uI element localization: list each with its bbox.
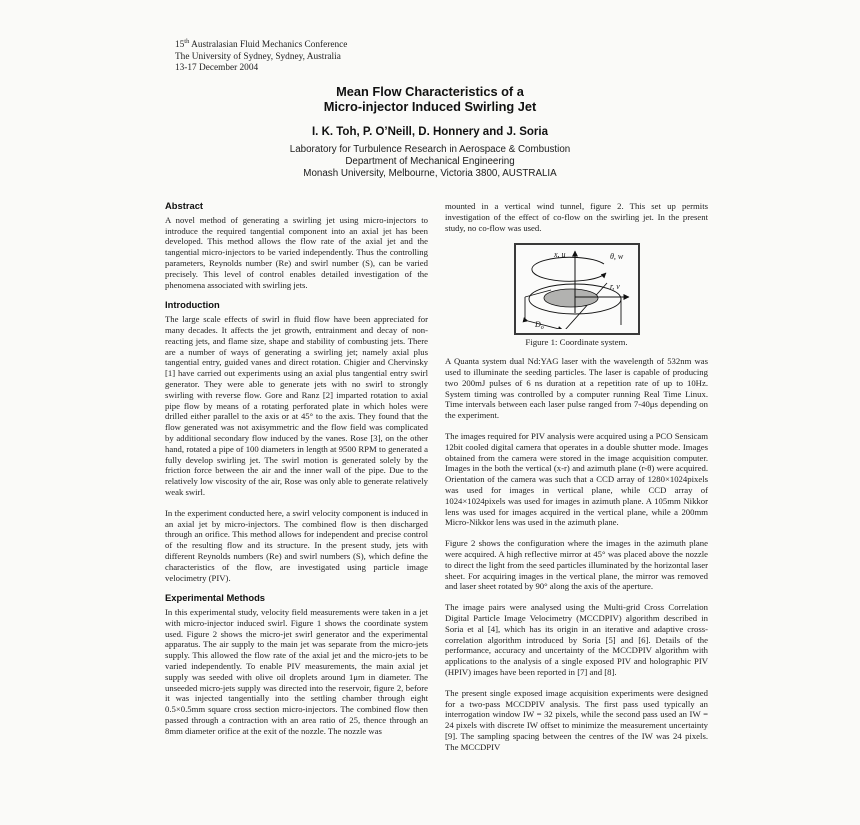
heading-abstract: Abstract xyxy=(165,200,204,211)
figure-1 xyxy=(445,243,708,348)
conference-ordinal-sup: th xyxy=(184,38,190,45)
paragraph-mirror-configuration: Figure 2 shows the configuration where the images in the azimuth plane were acquired. A high reflective mirror at 45° was placed above the nozzle to direct the light from the seed particles illuminated by the horizontal laser sheet. For acquiring images in the vertical plane, the mirror was removed and laser sheet rotated by 90° along the axis of the aperture. xyxy=(445,538,708,592)
diameter-dimension-arrow xyxy=(528,321,563,329)
diameter-label xyxy=(534,320,544,329)
right-column xyxy=(445,201,708,762)
paper-title xyxy=(80,84,780,114)
abstract-paragraph: A novel method of generating a swirling jet using micro-injectors to introduce the required tangential component into an axial jet has been developed. This method allows the flow rate of the axial jet and the tangential micro-injectors to be varied independently. Thus the controlling parameters, Reynolds number (Re) and swirl number (S), can be varied precisely. This level of control enables detailed investigation of the phenomena associated with swirling jets. xyxy=(165,214,428,290)
coordinate-system-diagram xyxy=(518,245,636,329)
figure-1-caption: Figure 1: Coordinate system. xyxy=(525,337,628,348)
diameter-label-main: D xyxy=(534,320,541,330)
authors: I. K. Toh, P. O’Neill, D. Honnery and J. Soria xyxy=(311,126,548,138)
introduction-paragraph-2: In the experiment conducted here, a swirl velocity component is induced in an axial jet by micro-injectors. The combined flow is then discharged through an orifice. This method allows for independent and precise control of the resulting flow and its structure. In the present study, jets with different Reynolds numbers (Re) and swirl numbers (S), which define the characteristics of the flow, are investigated using particle image velocimetry (PIV). xyxy=(165,507,428,583)
affiliation-department: Department of Mechanical Engineering xyxy=(345,155,515,167)
axial-axis-label: x, u xyxy=(553,250,566,260)
paragraph-wind-tunnel: mounted in a vertical wind tunnel, figure 2. This set up permits investigation of the effect of co-flow on the swirling jet. In the present study, no co-flow was used. xyxy=(445,201,708,233)
methods-paragraph-1: In this experimental study, velocity field measurements were taken in a jet with micro-injector induced swirl. Figure 1 shows the coordinate system used. Figure 2 shows the micro-jet swirl generator and the experimental apparatus. The air supply to the main jet was separate from the micro-jets supply. This allowed the flow rate of the axial jet and the micro-jets to be varied independently. To enable PIV measurements, the main axial jet supply was seeded with olive oil droplets around 1μm in diameter. The unseeded micro-jets supply was directed into the reservoir, figure 2, before it was injected tangentially into the settling chamber through eight 0.5×0.5mm square cross section micro-injectors. The combined flow then passed through a contraction with an area ratio of 25, thence through an 8mm diameter orifice at the exit of the nozzle. The nozzle was xyxy=(165,607,428,736)
left-column xyxy=(165,201,428,747)
radial-axis-label: r, v xyxy=(609,282,620,292)
paper-title-line2: Micro-injector Induced Swirling Jet xyxy=(323,99,537,114)
paragraph-two-pass-analysis: The present single exposed image acquisition experiments were designed for a two-pass MCCDPIV analysis. The first pass used typically an interrogation window IW = 32 pixels, while the second pass used an IW = 24 pixels with discrete IW offset to minimize the measurement uncertainty [9]. The sampling spacing between the centres of the IW was 24 pixels. The MCCDPIV xyxy=(445,687,708,752)
affiliation-university: Monash University, Melbourne, Victoria 3800, AUSTRALIA xyxy=(303,167,557,179)
figure-1-box xyxy=(514,243,640,335)
conference-header xyxy=(175,36,347,75)
diameter-label-sub: o xyxy=(540,325,544,330)
conference-dates: 13-17 December 2004 xyxy=(175,63,259,74)
jet-disc xyxy=(544,289,598,307)
affiliation xyxy=(80,144,780,179)
paragraph-mccdpiv-algorithm: The image pairs were analysed using the Multi-grid Cross Correlation Digital Particle Image Velocimetry (MCCDPIV) algorithm described in Soria et al [4], which has its origin in an iterative and adaptive cross-correlation algorithm introduced by Soria [5] and [6]. Details of the performance, accuracy and uncertainty of the MCCDPIV algorithm with applications to the analysis of a single exposed PIV and holographic PIV (HPIV) images have been reported in [7] and [8]. xyxy=(445,602,708,677)
conference-number: 15 xyxy=(175,40,185,51)
swirl-direction-ellipse xyxy=(531,258,605,282)
paper-title-line1: Mean Flow Characteristics of a xyxy=(336,84,524,99)
azimuth-axis-label: θ, w xyxy=(609,252,623,262)
title-block xyxy=(80,84,780,179)
heading-experimental-methods: Experimental Methods xyxy=(165,592,266,604)
heading-introduction: Introduction xyxy=(165,299,220,311)
conference-venue: The University of Sydney, Sydney, Australia xyxy=(175,51,341,62)
conference-name-line xyxy=(175,36,347,52)
paragraph-camera: The images required for PIV analysis were acquired using a PCO Sensicam 12bit cooled digital camera that operates in a double shutter mode. Images obtained from the camera were stored in the image acquisition computer. Images in the both the vertical (x-r) and azimuth plane (r-θ) were acquired. Orientation of the camera was such that a CCD array of 1280×1024pixels was used for images in vertical plane, while CCD array of 1024×1024pixels was used for images in azimuth plane. A 105mm Nikkor lens was used for images acquired in the vertical plane, while a 200mm Micro-Nikkor lens was used in the azimuth plane. xyxy=(445,430,708,528)
conference-name: Australasian Fluid Mechanics Conference xyxy=(189,40,348,51)
affiliation-lab: Laboratory for Turbulence Research in Aerospace & Combustion xyxy=(289,144,571,155)
paragraph-laser: A Quanta system dual Nd:YAG laser with the wavelength of 532nm was used to illuminate the seeding particles. The laser is capable of producing two 200mJ pulses of 6 ns duration at a repetition rate of up to 10Hz. System timing was controlled by a computer running Real Time Linux. Time intervals between each laser pulse ranged from 7-40μs depending on the experiment. xyxy=(445,356,708,421)
introduction-paragraph-1: The large scale effects of swirl in fluid flow have been appreciated for many decades. It affects the jet growth, entrainment and decay of non-reacting jets, and flame size, shape and stability of combusting jets. There are a number of ways of generating a swirling jet; namely axial plus tangential entry, guided vanes and direct rotation. Chigier and Chervinsky [1] have carried out experiments using an axial plus tangential entry swirl generator. They were able to generate jets with no swirl to strongly swirling with reverse flow. Gore and Ranz [2] imparted rotation to axial pipe flow by means of a rotating perforated plate in which holes were drilled either parallel to the axis or at 45° to the axis. They found that the flow generated was not axisymmetric and the flow field was complicated by additional secondary flow induced by the vanes. Rose [3], on the other hand, rotated a pipe of 100 diameters in length at 9500 RPM to generated a fully develop swirling jet. The swirl motion is generated solely by the friction force between the air and the inner wall of the pipe. Due to the relatively low viscosity of the air, Rose was only able to generate relatively weak swirl. xyxy=(165,314,428,497)
